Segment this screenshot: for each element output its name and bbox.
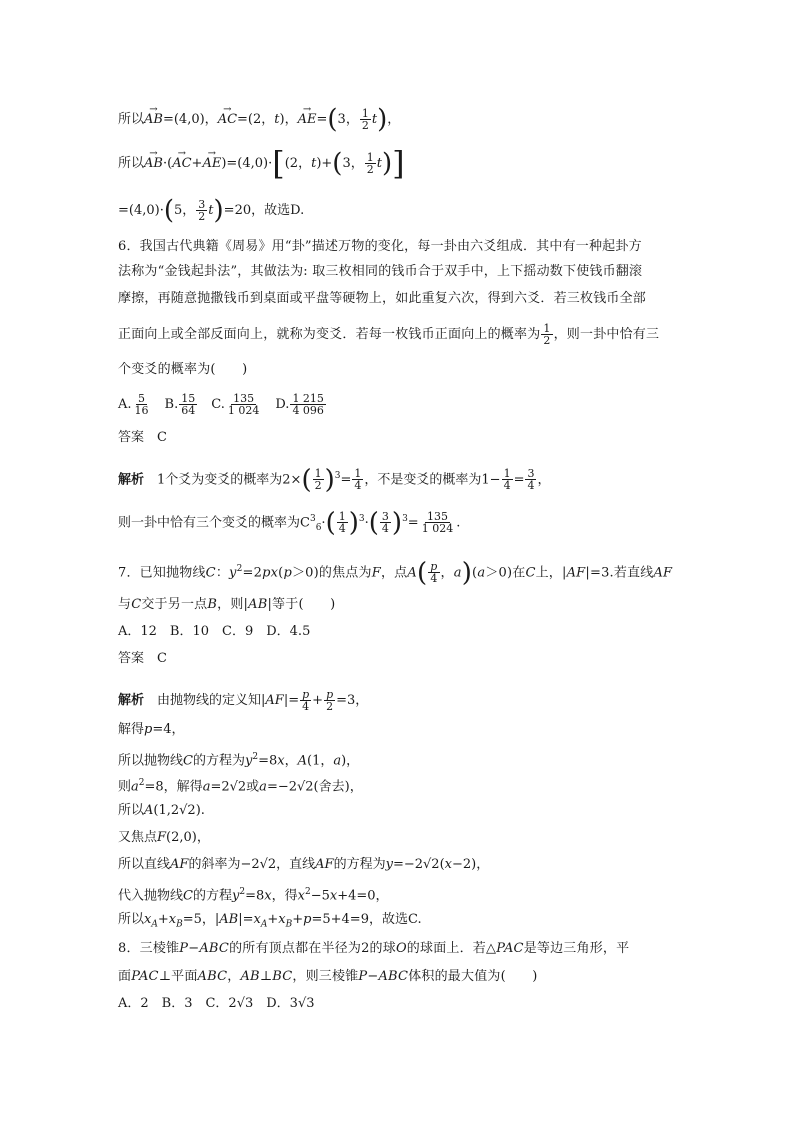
question-7-options: A．12 B．10 C．9 D．4.5 xyxy=(118,624,311,639)
solution-7-line-1: 解析 由抛物线的定义知|AF|= $\frac{p}{4}$ + $\frac{p}{2}$ =3， xyxy=(118,688,369,713)
question-6-line-3: 摩擦，再随意抛撒钱币到桌面或平盘等硬物上，如此重复六次，得到六爻．若三枚钱币全部 xyxy=(118,291,647,306)
solution-7-line-5: 所以A(1,2√2). xyxy=(118,803,205,818)
solution-7-line-7: 所以直线AF的斜率为−2√2，直线AF的方程为y=−2√2(x−2)， xyxy=(118,857,490,872)
question-6-line-4: 正面向上或全部反面向上，就称为变爻．若每一枚钱币正面向上的概率为 $\frac{1}{2}$ ，则一卦中恰有三 xyxy=(118,322,660,347)
question-8-line-2: 面PAC⊥平面ABC，AB⊥BC，则三棱锥P−ABC体积的最大值为( ) xyxy=(118,969,538,984)
solution-line-vectors: 所以→ AB=(4,0)，→ AC=(2，t)，→ AE=(3， $\frac{1}{2}$ t)， xyxy=(118,108,400,131)
solution-7-line-3: 所以抛物线C的方程为$y^2=8x$，A(1，a)， xyxy=(118,752,360,769)
question-7-line-2: 与C交于另一点B，则|AB|等于( ) xyxy=(118,597,336,612)
question-8-options: A．2 B．3 C．2√3 D．3√3 xyxy=(118,996,315,1011)
solution-7-line-9: 所以$x_A+x_B=5$，$|AB|=x_A+x_B+p=5+4=9$，故选C. xyxy=(118,912,422,930)
solution-line-result: =(4,0)·(5， $\frac{3}{2}$ t)=20，故选D. xyxy=(118,195,305,226)
question-6-line-5: 个变爻的概率为( ) xyxy=(118,362,248,377)
solution-7-line-6: 又焦点F(2,0)， xyxy=(118,830,210,845)
solution-7-line-8: 代入抛物线C的方程$y^2=8x$，得$x^2-5x+4=0$， xyxy=(118,887,389,904)
question-6-options: A. $\frac{5}{16}$ B. $\frac{15}{64}$ C. $\frac{135}{1 024}$ D. $\frac{1 215}{4 096}$ xyxy=(118,392,324,417)
question-6-line-1: 6．我国古代典籍《周易》用“卦”描述万物的变化，每一卦由六爻组成．其中有一种起卦方 xyxy=(118,239,642,254)
solution-7-line-2: 解得p=4， xyxy=(118,722,185,737)
question-8-line-1: 8．三棱锥P−ABC的所有顶点都在半径为2的球O的球面上．若△PAC是等边三角形，平 xyxy=(118,941,630,956)
solution-7-line-4: 则$a^2=8$，解得a=2√2或a=−2√2(舍去)， xyxy=(118,778,363,795)
solution-6-line-2: 则一卦中恰有三个变爻的概率为$C^3_6\cdot$( $\frac{1}{4}$ )$^3$·( $\frac{3}{4}$ )$^3$= $\frac{135}{1 024}$ . xyxy=(118,507,461,538)
answer-6: 答案 C xyxy=(118,430,167,445)
question-7-line-1: 7．已知抛物线C：$y^2=2px(p>0)$的焦点为F，点A( $\frac{p}{4}$ ，a)(a＞0)在C上，|AF|=3.若直线AF xyxy=(118,557,673,588)
answer-7: 答案 C xyxy=(118,651,167,666)
solution-6-line-1: 解析 1个爻为变爻的概率为2×( $\frac{1}{2}$ )$^3$= $\frac{1}{4}$ ，不是变爻的概率为1− $\frac{1}{4}$ = $\frac{3}{4}$ ， xyxy=(118,464,551,495)
question-6-line-2: 法称为“金钱起卦法”，其做法为: 取三枚相同的钱币合于双手中，上下摇动数下使钱币翻滚 xyxy=(118,264,643,279)
solution-line-dot-product: 所以→ AB·(→ AC+→ AE)=(4,0)·[(2，t)+(3， $\frac{1}{2}$ t)] xyxy=(118,152,405,175)
